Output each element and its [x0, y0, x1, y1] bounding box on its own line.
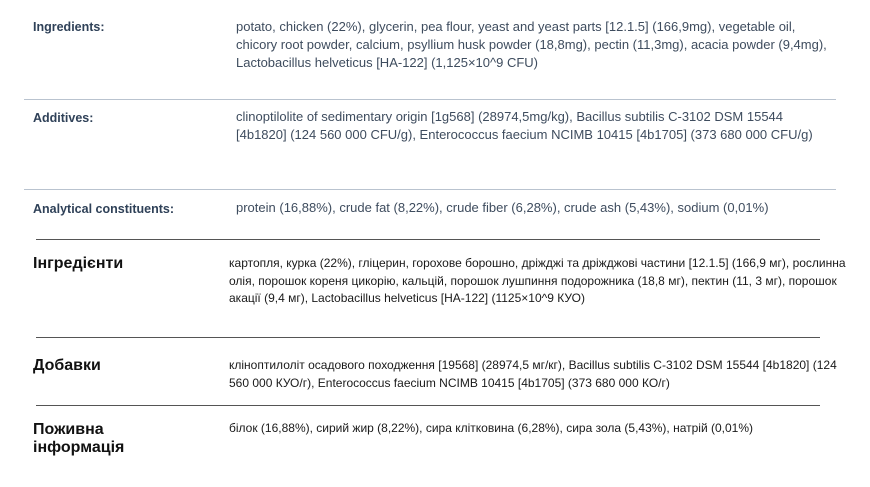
nutrition-label-line1: Поживна: [33, 421, 104, 438]
ingredients-label-en: Ingredients:: [33, 20, 105, 34]
analytical-label-en: Analytical constituents:: [33, 202, 174, 216]
analytical-value-en: protein (16,88%), crude fat (8,22%), crude fiber (6,28%), crude ash (5,43%), sodium (0,01%): [236, 200, 769, 215]
ingredients-value-ua: картопля, курка (22%), гліцерин, горохове борошно, дріжджі та дріжджові частини [12.1.5] (166,9 мг), рослинна олія, порошок кореня цикорію, кальцій, порошок лушпиння подорожника (18,8 мг), пектин (11, 3 мг), порошок акації (9,4 мг), Lactobacillus helveticus [HA-122] (1125×10^9 КУО): [229, 256, 846, 305]
nutrition-value-ua: білок (16,88%), сирий жир (8,22%), сира клітковина (6,28%), сира зола (5,43%), натрій (0,01%): [229, 421, 754, 435]
nutrition-label-line2: інформація: [33, 439, 125, 456]
additives-value-en: clinoptilolite of sedimentary origin [1g568] (28974,5mg/kg), Bacillus subtilis C-3102 DSM 15544 [4b1820] (124 560 000 CFU/g), Enterococcus faecium NCIMB 10415 [4b1705] (373 680 000 CFU/g): [236, 109, 813, 142]
ingredients-label-ua: Інгредієнти: [33, 255, 124, 272]
divider: [24, 99, 836, 100]
nutrition-label-ua: [33, 421, 124, 457]
additives-label-ua: Добавки: [33, 357, 101, 374]
additives-value-ua: кліноптилоліт осадового походження [19568] (28974,5 мг/кг), Bacillus subtilis C-3102 DSM 15544 [4b1820] (124 560 000 КУО/г), Enterococcus faecium NCIMB 10415 [4b1705] (373 680 000 КО/г): [229, 358, 837, 390]
ingredients-value-en: potato, chicken (22%), glycerin, pea flour, yeast and yeast parts [12.1.5] (166,9mg), vegetable oil, chicory root powder, calcium, psyllium husk powder (18,8mg), pectin (11,3mg), acacia powder (9,4mg), Lactobacillus helveticus [HA-122] (1,125×10^9 CFU): [236, 19, 827, 70]
divider: [36, 405, 820, 406]
divider: [24, 189, 836, 190]
additives-label-en: Additives:: [33, 111, 94, 125]
divider: [36, 337, 820, 338]
divider: [36, 239, 820, 240]
